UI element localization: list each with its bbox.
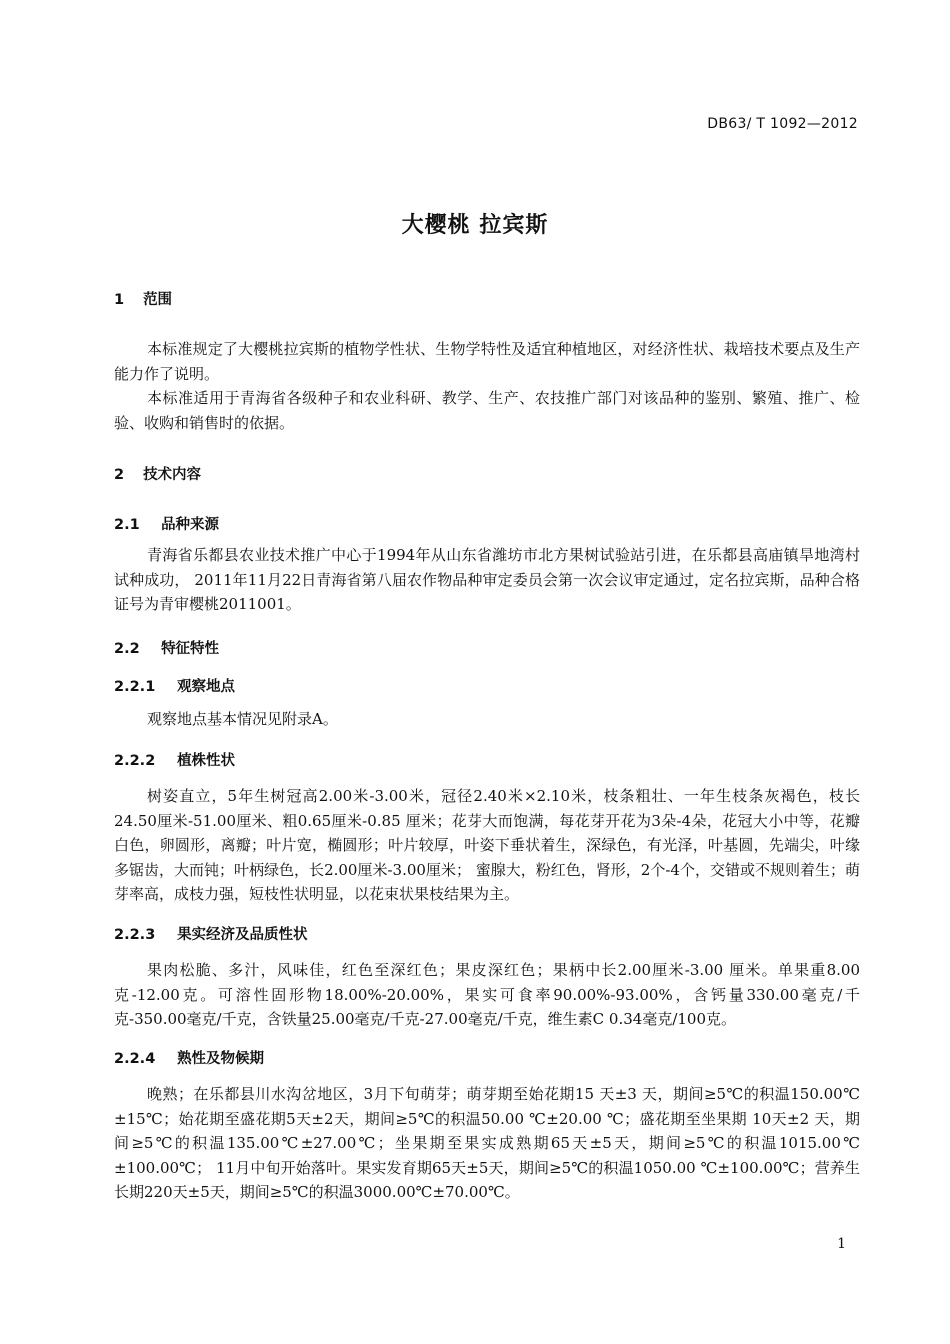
section-heading-2 bbox=[114, 463, 201, 484]
section-number: 2.2.2 bbox=[114, 753, 156, 769]
section-title: 技术内容 bbox=[143, 467, 202, 483]
paragraph-scope-1: 本标准规定了大樱桃拉宾斯的植物学性状、生物学特性及适宜种植地区，对经济性状、栽培技术要点及生产能力作了说明。 bbox=[114, 340, 860, 383]
section-heading-2-2-1 bbox=[114, 675, 235, 696]
section-number: 1 bbox=[114, 292, 125, 308]
paragraph-plant-traits: 树姿直立，5年生树冠高2.00米-3.00米，冠径2.40米×2.10米，枝条粗壮、一年生枝条灰褐色，枝长24.50厘米-51.00厘米、粗0.65厘米-0.85 厘米；花芽大而饱满，每花芽开花为3朵-4朵，花冠大小中等，花瓣白色，卵圆形，离瓣；叶片宽，椭圆形；叶片较厚，叶姿下垂状着生，深绿色，有光泽，叶基圆，先端尖，叶缘多锯齿，大而钝；叶柄绿色，长2.00厘米-3.00厘米； 蜜腺大，粉红色，肾形，2个-4个，交错或不规则着生；萌芽率高，成枝力强，短枝性状明显，以花束状果枝结果为主。 bbox=[114, 787, 860, 903]
section-number: 2 bbox=[114, 467, 125, 483]
section-title: 特征特性 bbox=[161, 641, 220, 657]
paragraph-phenology: 晚熟；在乐都县川水沟岔地区，3月下旬萌芽；萌芽期至始花期15 天±3 天，期间≥5℃的积温150.00℃±15℃；始花期至盛花期5天±2天，期间≥5℃的积温50.00 ℃±20.00 ℃；盛花期至坐果期 10天±2 天，期间≥5℃的积温135.00℃±27.00℃；坐果期至果实成熟期65天±5天，期间≥5℃的积温1015.00℃±100.00℃； 11月中旬开始落叶。果实发育期65天±5天，期间≥5℃的积温1050.00 ℃±100.00℃；营养生长期220天±5天，期间≥5℃的积温3000.00℃±70.00℃。 bbox=[114, 1085, 860, 1201]
section-title: 果实经济及品质性状 bbox=[177, 927, 308, 943]
section-title: 植株性状 bbox=[177, 753, 236, 769]
section-heading-2-2-4 bbox=[114, 1047, 264, 1068]
paragraph-observation-site: 观察地点基本情况见附录A。 bbox=[147, 710, 338, 728]
section-number: 2.1 bbox=[114, 517, 140, 533]
section-title: 品种来源 bbox=[161, 517, 220, 533]
page-number: 1 bbox=[837, 1236, 846, 1252]
section-heading-2-2 bbox=[114, 637, 219, 658]
paragraph-fruit-quality: 果肉松脆、多汁，风味佳，红色至深红色；果皮深红色；果柄中长2.00厘米-3.00 厘米。单果重8.00克-12.00克。可溶性固形物18.00%-20.00%，果实可食率90.00%-93.00%，含钙量330.00毫克/千克-350.00毫克/千克，含铁量25.00毫克/千克-27.00毫克/千克，维生素C 0.34毫克/100克。 bbox=[114, 961, 860, 1028]
section-heading-2-2-3 bbox=[114, 923, 308, 944]
section-number: 2.2.1 bbox=[114, 679, 156, 695]
section-heading-1 bbox=[114, 288, 172, 309]
section-number: 2.2.3 bbox=[114, 927, 156, 943]
section-title: 范围 bbox=[143, 292, 173, 308]
section-heading-2-2-2 bbox=[114, 749, 235, 770]
page-title: 大樱桃 拉宾斯 bbox=[401, 213, 549, 238]
paragraph-scope-2: 本标准适用于青海省各级种子和农业科研、教学、生产、农技推广部门对该品种的鉴别、繁殖、推广、检验、收购和销售时的依据。 bbox=[114, 389, 860, 432]
section-title: 观察地点 bbox=[177, 679, 236, 695]
section-number: 2.2 bbox=[114, 641, 140, 657]
section-heading-2-1 bbox=[114, 513, 219, 534]
section-title: 熟性及物候期 bbox=[177, 1051, 265, 1067]
section-number: 2.2.4 bbox=[114, 1051, 156, 1067]
paragraph-variety-source: 青海省乐都县农业技术推广中心于1994年从山东省潍坊市北方果树试验站引进，在乐都县高庙镇旱地湾村试种成功， 2011年11月22日青海省第八届农作物品种审定委员会第一次会议审定通过，定名拉宾斯，品种合格证号为青审樱桃2011001。 bbox=[114, 546, 860, 613]
standard-code: DB63/ T 1092—2012 bbox=[707, 116, 858, 132]
